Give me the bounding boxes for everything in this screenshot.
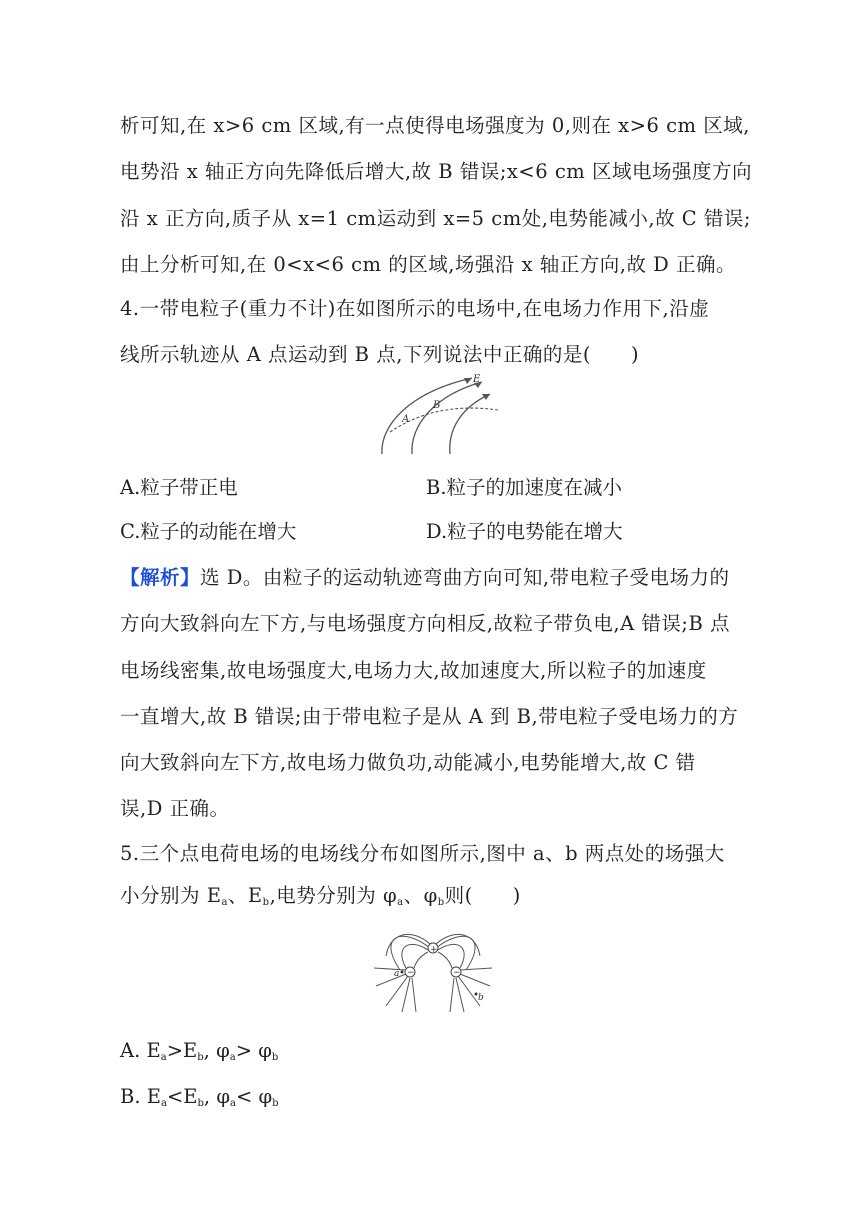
text: A. E [120, 1039, 161, 1062]
text: 、φ [403, 884, 438, 907]
analysis-line: 由上分析可知,在 0<x<6 cm 的区域,场强沿 x 轴正方向,故 D 正确。 [120, 253, 737, 276]
option-a [120, 1036, 278, 1073]
question-5-stem [120, 881, 521, 918]
analysis-line: 误,D 正确。 [120, 797, 230, 820]
analysis-line: 电场线密集,故电场强度大,电场力大,故加速度大,所以粒子的加速度 [120, 659, 707, 682]
analysis-line: 一直增大,故 B 错误;由于带电粒子是从 A 到 B,带电粒子受电场力的方 [120, 705, 739, 728]
option-b [120, 1082, 279, 1119]
label-a: A [402, 414, 410, 425]
text: 小分别为 E [120, 884, 222, 907]
subscript: a [229, 1052, 236, 1063]
label-b: b [478, 993, 484, 1003]
text: , φ [203, 1039, 230, 1062]
subscript: b [262, 897, 270, 908]
question-5-stem: 5.三个点电荷电场的电场线分布如图所示,图中 a、b 两点处的场强大 [120, 842, 725, 865]
question-4-field-figure [360, 370, 500, 460]
option-c: C.粒子的动能在增大 [120, 520, 297, 543]
text: 则( ) [444, 884, 521, 907]
subscript: b [437, 897, 445, 908]
option-b: B.粒子的加速度在减小 [426, 476, 623, 499]
text: >E [166, 1039, 198, 1062]
minus-label: − [407, 968, 415, 978]
analysis-text: 选 D。由粒子的运动轨迹弯曲方向可知,带电粒子受电场力的 [200, 566, 730, 589]
subscript: a [397, 897, 404, 908]
question-5-field-figure [372, 926, 494, 1014]
subscript: a [229, 1098, 236, 1109]
text: ,电势分别为 φ [269, 884, 398, 907]
text: , φ [203, 1085, 230, 1108]
label-b: B [433, 400, 441, 411]
option-d: D.粒子的电势能在增大 [426, 520, 623, 543]
subscript: b [271, 1052, 279, 1063]
analysis-line [120, 563, 730, 593]
plus-label: + [430, 945, 438, 955]
text: > φ [235, 1039, 272, 1062]
analysis-line: 沿 x 正方向,质子从 x=1 cm运动到 x=5 cm处,电势能减小,故 C 错误; [120, 207, 751, 230]
label-a: a [394, 969, 400, 979]
label-e: E [473, 374, 481, 385]
analysis-line: 电势沿 x 轴正方向先降低后增大,故 B 错误;x<6 cm 区域电场强度方向 [120, 160, 752, 183]
analysis-tag: 【解析】 [120, 566, 201, 589]
analysis-line: 向大致斜向左下方,故电场力做负功,动能减小,电势能增大,故 C 错 [120, 751, 696, 774]
subscript: b [197, 1098, 204, 1109]
subscript: a [160, 1098, 167, 1109]
minus-label: − [453, 968, 461, 978]
subscript: b [272, 1098, 279, 1109]
text: 、E [227, 884, 263, 907]
question-4-stem: 线所示轨迹从 A 点运动到 B 点,下列说法中正确的是( ) [120, 343, 640, 366]
subscript: a [221, 897, 228, 908]
subscript: b [197, 1052, 204, 1063]
option-a: A.粒子带正电 [120, 476, 238, 499]
text: <E [166, 1085, 198, 1108]
text: B. E [120, 1085, 161, 1108]
text: < φ [235, 1085, 273, 1108]
analysis-line: 析可知,在 x>6 cm 区域,有一点使得电场强度为 0,则在 x>6 cm 区域, [120, 114, 750, 137]
question-4-stem: 4.一带电粒子(重力不计)在如图所示的电场中,在电场力作用下,沿虚 [120, 297, 710, 320]
analysis-line: 方向大致斜向左下方,与电场强度方向相反,故粒子带负电,A 错误;B 点 [120, 612, 730, 635]
subscript: a [160, 1052, 167, 1063]
